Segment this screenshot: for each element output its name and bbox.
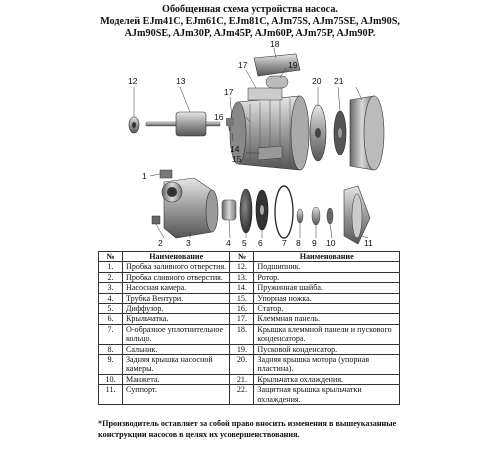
part-number: 22.	[230, 385, 254, 405]
part-name: О-образное уплотнительное кольцо.	[123, 324, 230, 344]
part-number: 17.	[230, 314, 254, 324]
col-header-number-right: №	[230, 252, 254, 262]
callout-21: 21	[334, 76, 344, 86]
o-ring-7	[275, 186, 293, 238]
callout-14: 14	[230, 144, 240, 154]
callout-12: 12	[128, 76, 138, 86]
cuff-10	[327, 208, 333, 224]
part-number: 6.	[99, 314, 123, 324]
part-number: 20.	[230, 355, 254, 375]
callout-1: 1	[142, 171, 147, 181]
exploded-pump-diagram	[0, 40, 500, 250]
part-name: Насосная камера.	[123, 283, 230, 293]
table-row	[99, 355, 400, 375]
part-name: Пробка заливного отверстия.	[123, 262, 230, 272]
part-number: 15.	[230, 293, 254, 303]
title-line-1: Обобщенная схема устройства насоса.	[162, 4, 338, 15]
table-row	[99, 293, 400, 303]
part-name: Пружинная шайба.	[254, 283, 400, 293]
callout-6: 6	[258, 238, 263, 248]
diffuser-5	[240, 189, 252, 233]
fan-guard-22	[350, 96, 384, 170]
part-name: Диффузор.	[123, 304, 230, 314]
table-row	[99, 374, 400, 384]
col-header-number-left: №	[99, 252, 123, 262]
callout-20: 20	[312, 76, 322, 86]
callout-15: 15	[232, 154, 242, 164]
callout-17: 17	[238, 60, 248, 70]
table-row	[99, 324, 400, 344]
part-number: 19.	[230, 344, 254, 354]
part-name: Сальник.	[123, 344, 230, 354]
callout-10: 10	[326, 238, 336, 248]
part-name: Статор.	[254, 304, 400, 314]
table-row	[99, 314, 400, 324]
part-name: Трубка Вентури.	[123, 293, 230, 303]
part-name: Крышка клеммной панели и пускового конденсатора.	[254, 324, 400, 344]
part-name: Крыльчатка охлаждения.	[254, 374, 400, 384]
part-number: 11.	[99, 385, 123, 405]
footnote-line-1: *Производитель оставляет за собой право вносить изменения в вышеуказанные	[98, 419, 397, 428]
part-number: 7.	[99, 324, 123, 344]
part-name: Суппорт.	[123, 385, 230, 405]
table-row	[99, 304, 400, 314]
footnote	[98, 418, 418, 440]
support-11	[344, 186, 370, 244]
part-name: Задняя крышка насосной камеры.	[123, 355, 230, 375]
pump-chamber-rear-cover-9	[312, 207, 320, 225]
part-number: 14.	[230, 283, 254, 293]
callout-3: 3	[186, 238, 191, 248]
callout-4: 4	[226, 238, 231, 248]
part-name: Защитная крышка крыльчатки охлаждения.	[254, 385, 400, 405]
title-line-2: Моделей EJm41C, EJm61C, EJm81C, AJm75S, AJm75SE, AJm90S,	[100, 16, 400, 27]
part-number: 13.	[230, 272, 254, 282]
part-number: 5.	[99, 304, 123, 314]
callout-7: 7	[282, 238, 287, 248]
part-number: 10.	[99, 374, 123, 384]
footnote-line-2: конструкции насосов в целях их усовершенствования.	[98, 430, 300, 439]
parts-table	[98, 251, 400, 405]
part-name: Клеммная панель.	[254, 314, 400, 324]
part-number: 18.	[230, 324, 254, 344]
callout-13: 13	[176, 76, 186, 86]
callout-19: 19	[288, 60, 298, 70]
part-number: 12.	[230, 262, 254, 272]
part-number: 9.	[99, 355, 123, 375]
fill-plug-1	[160, 170, 172, 178]
callout-11: 11	[364, 238, 373, 248]
callout-16: 16	[214, 112, 224, 122]
drain-plug-2	[152, 216, 160, 224]
callout-8: 8	[296, 238, 301, 248]
callout-5: 5	[242, 238, 247, 248]
table-row	[99, 385, 400, 405]
part-number: 1.	[99, 262, 123, 272]
impeller-6	[256, 190, 268, 230]
motor-rear-cover-20	[310, 105, 326, 161]
table-row	[99, 262, 400, 272]
venturi-tube-4	[222, 200, 236, 220]
callout-18: 18	[270, 40, 280, 49]
part-number: 2.	[99, 272, 123, 282]
bearing-12	[129, 117, 139, 133]
table-row	[99, 344, 400, 354]
seal-8	[297, 209, 303, 223]
part-name: Пусковой конденсатор.	[254, 344, 400, 354]
table-row	[99, 272, 400, 282]
callout-17-left: 17	[224, 87, 234, 97]
part-name: Упорная ножка.	[254, 293, 400, 303]
col-header-name-left: Наименование	[123, 252, 230, 262]
callout-2: 2	[158, 238, 163, 248]
part-name: Задняя крышка мотора (упорная пластина).	[254, 355, 400, 375]
rotor-13	[146, 112, 220, 136]
part-name: Манжета.	[123, 374, 230, 384]
part-name: Крыльчатка.	[123, 314, 230, 324]
part-name: Подшипник.	[254, 262, 400, 272]
cooling-fan-21	[334, 111, 346, 155]
col-header-name-right: Наименование	[254, 252, 400, 262]
parts-table-header	[99, 252, 400, 262]
title-line-3: AJm90SE, AJm30P, AJm45P, AJm60P, AJm75P, AJm90P.	[124, 28, 376, 39]
part-name: Ротор.	[254, 272, 400, 282]
part-number: 8.	[99, 344, 123, 354]
table-row	[99, 283, 400, 293]
pump-chamber-3	[162, 178, 218, 238]
part-number: 16.	[230, 304, 254, 314]
part-number: 21.	[230, 374, 254, 384]
support-leg-15	[258, 146, 282, 160]
start-capacitor-19	[266, 76, 288, 88]
callout-9: 9	[312, 238, 317, 248]
part-number: 3.	[99, 283, 123, 293]
part-name: Пробка сливного отверстия.	[123, 272, 230, 282]
part-number: 4.	[99, 293, 123, 303]
